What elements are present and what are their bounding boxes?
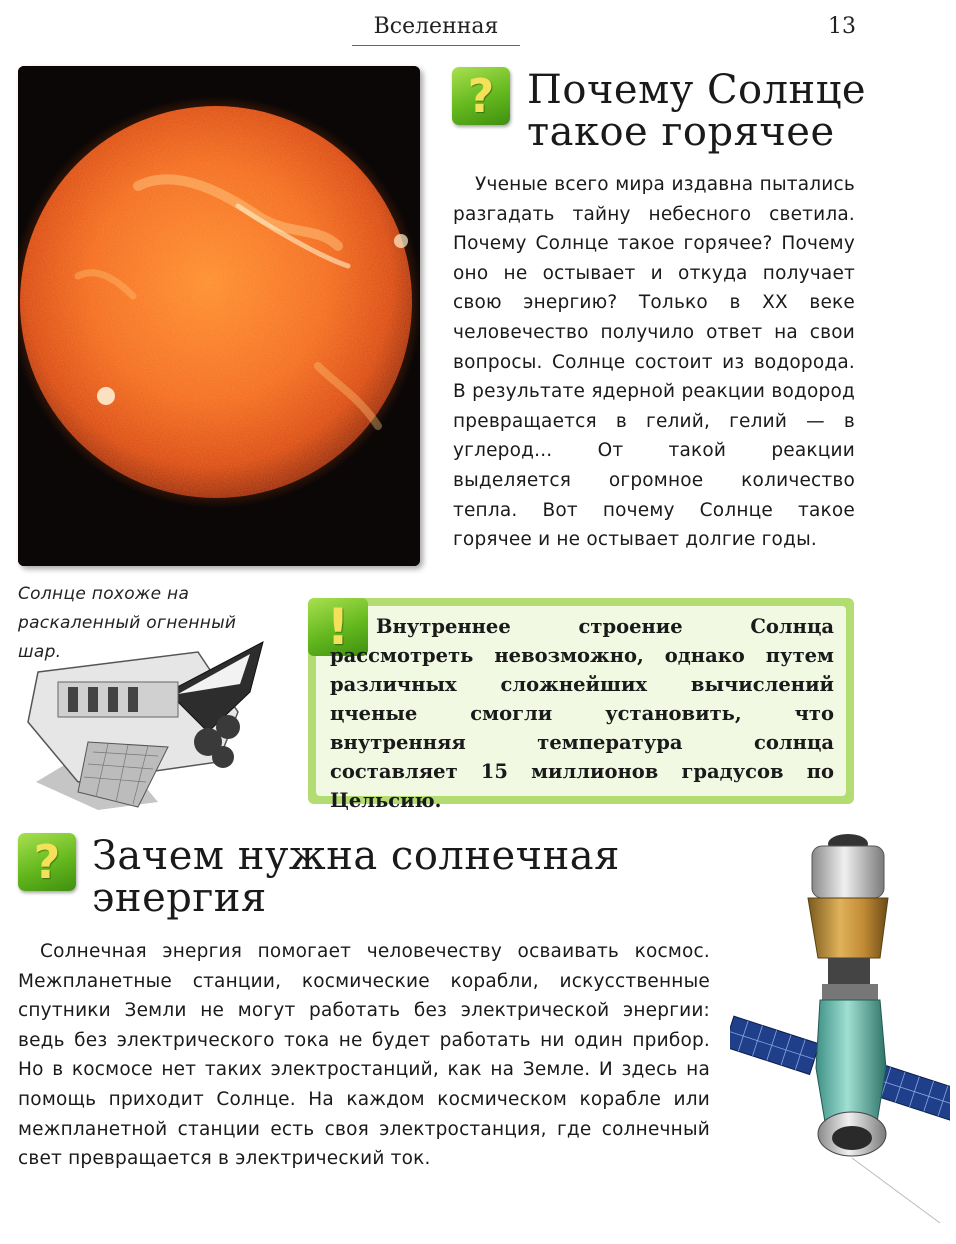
- sun-photo: [18, 66, 420, 566]
- space-shuttle-image: [18, 632, 276, 816]
- sun-caption: Солнце похоже на раскаленный огненный шар.: [18, 584, 237, 662]
- section1-title-line1: Почему Солнце: [527, 67, 867, 113]
- section2-paragraph: Солнечная энергия помогает человечеству осваивать космос. Межпланетные станции, космические корабли, искусственные спутники Земли не могут работать без электрической энергии: ведь без электрического тока не будет работать ни один прибор. Но в космосе нет таких электростанций, как на Земле. И здесь на помощь приходит Солнце. На каждом космическом корабле или межпланетной станции есть своя электростанция, где солнечный свет превращается в электрический ток.: [18, 941, 710, 1170]
- sun-illustration: [18, 66, 420, 566]
- section1-title: [527, 67, 867, 155]
- space-shuttle-illustration: [18, 632, 276, 816]
- question-icon: ?: [452, 67, 510, 125]
- spacecraft-illustration: [730, 828, 950, 1228]
- section2-title-line1: Зачем нужна солнечная: [92, 833, 620, 879]
- section2-title-line2: энергия: [92, 875, 267, 921]
- fact-box-text: Внутреннее строение Солнца рассмотреть невозможно, однако путем различных сложнейших вычислений цченые смогли установить, что внутренняя температура солнца составляет 15 миллионов градусов по Цельсию.: [330, 615, 834, 812]
- running-head: Вселенная: [352, 14, 520, 46]
- page-number: 13: [828, 14, 856, 39]
- section1-title-line2: такое горячее: [527, 109, 835, 155]
- spacecraft-image: [730, 828, 950, 1228]
- section2-title: [92, 835, 652, 919]
- section1-paragraph: Ученые всего мира издавна пытались разгадать тайну небесного светила. Почему Солнце такое горячее? Почему оно не остывает и откуда получает свою энергию? Только в XX веке человечество получило ответ на свои вопросы. Солнце состоит из водорода. В результате ядерной реакции водород превращается в гелий, гелий — в углерод... От такой реакции выделяется огромное количество тепла. Вот почему Солнце такое горячее и не остывает долгие годы.: [453, 174, 855, 551]
- question-icon-2: ?: [18, 833, 76, 891]
- exclamation-icon: !: [308, 598, 368, 656]
